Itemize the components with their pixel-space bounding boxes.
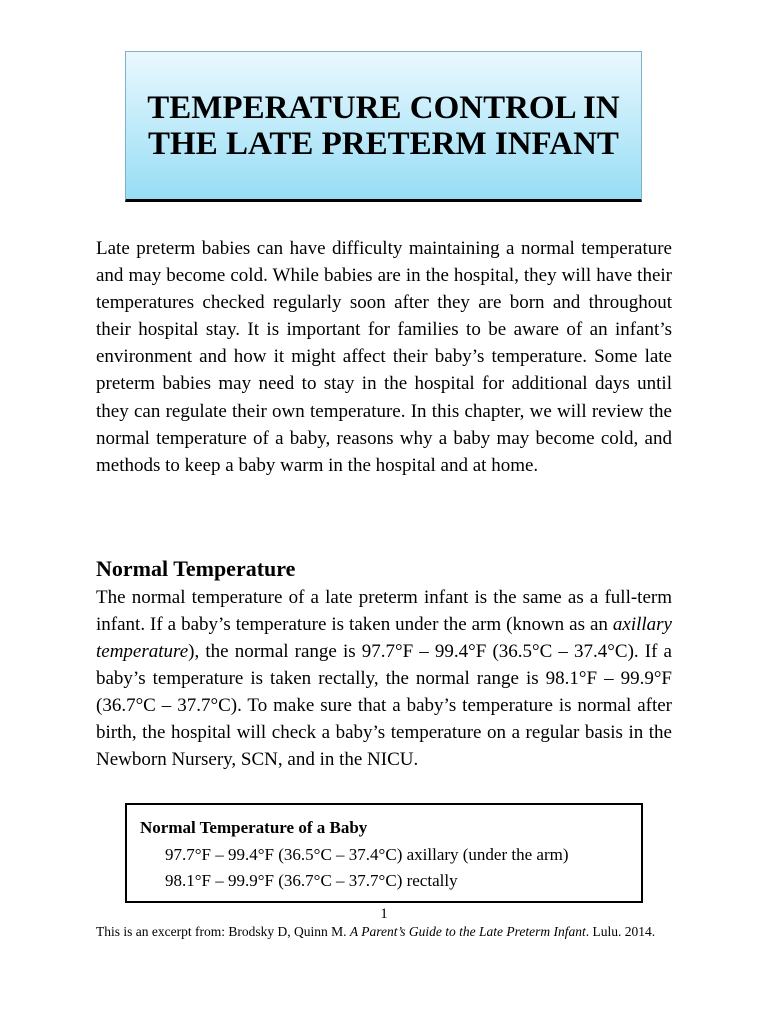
intro-paragraph: Late preterm babies can have difficulty maintaining a normal temperature and may become cold. While babies are in the hospital, they will have their temperatures checked regularly soon after they are born and throughout their hospital stay. It is important for families to be aware of an infant’s environment and how it might affect their baby’s temperature. Some late preterm babies may need to stay in the hospital for additional days until they can regulate their own temperature. In this chapter, we will review the normal temperature of a baby, reasons why a baby may become cold, and methods to keep a baby warm in the hospital and at home. xyxy=(96,238,672,476)
normal-temperature-box xyxy=(125,803,643,903)
axillary-temperature-term: axillary temperature xyxy=(96,614,672,662)
citation-suffix: . Lulu. 2014. xyxy=(585,924,656,939)
page-title: TEMPERATURE CONTROL IN THE LATE PRETERM INFANT xyxy=(147,89,620,162)
paragraph-text-end: ), the normal range is 97.7°F – 99.4°F (36.5°C – 37.4°C). If a baby’s temperature is taken rectally, the normal range is 98.1°F – 99.9°F (36.7°C – 37.7°C). To make sure that a baby’s temperature is normal after birth, the hospital will check a baby’s temperature on a regular basis in the Newborn Nursery, SCN, and in the NICU. xyxy=(96,641,672,770)
axillary-range: 97.7°F – 99.4°F (36.5°C – 37.4°C) axillary (under the arm) xyxy=(165,845,569,864)
normal-temperature-paragraph xyxy=(96,584,672,773)
paragraph-text-start: The normal temperature of a late preterm infant is the same as a full-term infant. If a baby’s temperature is taken under the arm (known as an xyxy=(96,587,672,635)
citation-footer xyxy=(96,923,666,940)
section-heading-normal-temperature: Normal Temperature xyxy=(96,556,296,581)
citation-book-title: A Parent’s Guide to the Late Preterm Infant xyxy=(349,924,586,939)
page-number: 1 xyxy=(380,906,388,922)
title-banner xyxy=(125,51,642,202)
rectal-range: 98.1°F – 99.9°F (36.7°C – 37.7°C) rectally xyxy=(165,871,458,890)
temp-box-title: Normal Temperature of a Baby xyxy=(140,818,368,837)
citation-prefix: This is an excerpt from: Brodsky D, Quinn M. xyxy=(96,924,350,939)
